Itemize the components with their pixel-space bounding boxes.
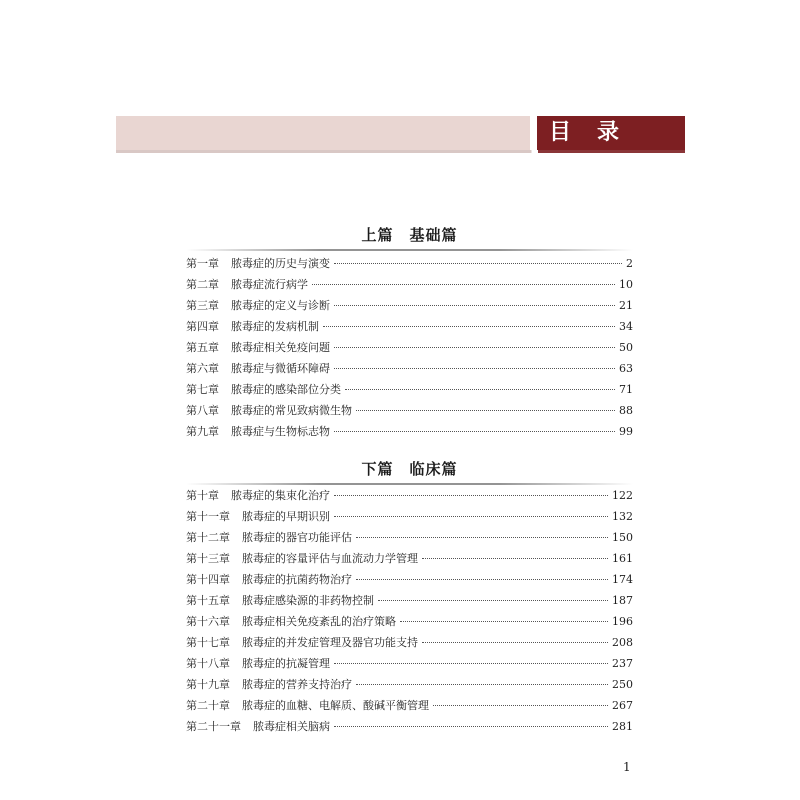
- toc-chapter-label: 第十八章: [186, 657, 230, 670]
- toc-entry[interactable]: [186, 423, 633, 444]
- toc-entry[interactable]: [186, 360, 633, 381]
- toc-chapter-label: 第二十章: [186, 699, 230, 712]
- title-underline: [116, 150, 685, 153]
- toc-page-number: 174: [612, 573, 633, 586]
- toc-dot-leader: [345, 389, 615, 390]
- toc-page-number: 208: [612, 636, 633, 649]
- toc-chapter-title: 脓毒症的早期识别: [242, 510, 330, 523]
- toc-entry[interactable]: [186, 402, 633, 423]
- toc-page-number: 250: [612, 678, 633, 691]
- toc-dot-leader: [312, 284, 615, 285]
- toc-dot-leader: [378, 600, 608, 601]
- toc-entry[interactable]: [186, 339, 633, 360]
- title-box: [537, 116, 685, 150]
- toc-dot-leader: [356, 579, 608, 580]
- toc-entry[interactable]: [186, 655, 633, 676]
- toc-entry[interactable]: [186, 718, 633, 739]
- toc-list-clinical: [186, 487, 633, 739]
- toc-chapter-title: 脓毒症流行病学: [231, 278, 308, 291]
- toc-entry[interactable]: [186, 276, 633, 297]
- toc-page-number: 63: [619, 362, 633, 375]
- toc-chapter-title: 脓毒症感染源的非药物控制: [242, 594, 374, 607]
- toc-chapter-title: 脓毒症相关免疫问题: [231, 341, 330, 354]
- toc-chapter-label: 第十一章: [186, 510, 230, 523]
- page-title: 目录: [549, 120, 646, 145]
- toc-page-number: 88: [619, 404, 633, 417]
- toc-chapter-title: 脓毒症的集束化治疗: [231, 489, 330, 502]
- section-title: 上篇 基础篇: [361, 226, 458, 244]
- toc-dot-leader: [334, 368, 615, 369]
- toc-chapter-title: 脓毒症相关免疫紊乱的治疗策略: [242, 615, 396, 628]
- toc-dot-leader: [334, 305, 615, 306]
- toc-dot-leader: [323, 326, 615, 327]
- section-divider: [186, 249, 633, 251]
- toc-page-number: 281: [612, 720, 633, 733]
- toc-chapter-label: 第六章: [186, 362, 219, 375]
- toc-list-basic: [186, 255, 633, 444]
- toc-entry[interactable]: [186, 676, 633, 697]
- toc-chapter-label: 第三章: [186, 299, 219, 312]
- toc-entry[interactable]: [186, 508, 633, 529]
- toc-chapter-title: 脓毒症的容量评估与血流动力学管理: [242, 552, 418, 565]
- toc-page-number: 71: [619, 383, 633, 396]
- toc-page-number: 150: [612, 531, 633, 544]
- toc-dot-leader: [433, 705, 608, 706]
- toc-entry[interactable]: [186, 487, 633, 508]
- toc-dot-leader: [356, 684, 608, 685]
- toc-dot-leader: [334, 431, 615, 432]
- toc-chapter-title: 脓毒症与微循环障碍: [231, 362, 330, 375]
- toc-page-number: 122: [612, 489, 633, 502]
- toc-dot-leader: [334, 663, 608, 664]
- toc-chapter-label: 第八章: [186, 404, 219, 417]
- section-title: 下篇 临床篇: [361, 460, 458, 478]
- toc-dot-leader: [400, 621, 608, 622]
- toc-chapter-title: 脓毒症的定义与诊断: [231, 299, 330, 312]
- toc-chapter-label: 第五章: [186, 341, 219, 354]
- toc-dot-leader: [356, 537, 608, 538]
- toc-chapter-title: 脓毒症与生物标志物: [231, 425, 330, 438]
- toc-chapter-label: 第十六章: [186, 615, 230, 628]
- toc-dot-leader: [356, 410, 615, 411]
- toc-entry[interactable]: [186, 529, 633, 550]
- toc-page-number: 10: [619, 278, 633, 291]
- toc-chapter-label: 第十章: [186, 489, 219, 502]
- toc-chapter-label: 第七章: [186, 383, 219, 396]
- title-gap: [530, 116, 537, 150]
- page-number: 1: [623, 760, 631, 774]
- toc-dot-leader: [422, 642, 608, 643]
- toc-chapter-label: 第十九章: [186, 678, 230, 691]
- toc-chapter-label: 第十七章: [186, 636, 230, 649]
- title-band: [116, 116, 530, 150]
- toc-page-number: 99: [619, 425, 633, 438]
- toc-entry[interactable]: [186, 613, 633, 634]
- toc-chapter-title: 脓毒症的历史与演变: [231, 257, 330, 270]
- toc-entry[interactable]: [186, 592, 633, 613]
- toc-dot-leader: [334, 726, 608, 727]
- toc-chapter-label: 第十二章: [186, 531, 230, 544]
- toc-page-number: 2: [626, 257, 633, 270]
- toc-dot-leader: [334, 516, 608, 517]
- toc-chapter-label: 第九章: [186, 425, 219, 438]
- toc-page-number: 237: [612, 657, 633, 670]
- toc-chapter-title: 脓毒症的血糖、电解质、酸碱平衡管理: [242, 699, 429, 712]
- toc-entry[interactable]: [186, 571, 633, 592]
- toc-entry[interactable]: [186, 634, 633, 655]
- toc-chapter-title: 脓毒症的并发症管理及器官功能支持: [242, 636, 418, 649]
- toc-page-number: 21: [619, 299, 633, 312]
- toc-chapter-title: 脓毒症相关脑病: [253, 720, 330, 733]
- toc-entry[interactable]: [186, 297, 633, 318]
- toc-entry[interactable]: [186, 318, 633, 339]
- toc-page-number: 50: [619, 341, 633, 354]
- toc-entry[interactable]: [186, 550, 633, 571]
- section-divider: [186, 483, 633, 485]
- toc-page-number: 161: [612, 552, 633, 565]
- toc-entry[interactable]: [186, 255, 633, 276]
- toc-page-number: 196: [612, 615, 633, 628]
- toc-dot-leader: [334, 347, 615, 348]
- toc-page-number: 267: [612, 699, 633, 712]
- section-header-basic: [186, 224, 633, 251]
- toc-chapter-title: 脓毒症的发病机制: [231, 320, 319, 333]
- toc-chapter-title: 脓毒症的器官功能评估: [242, 531, 352, 544]
- toc-chapter-label: 第二章: [186, 278, 219, 291]
- toc-chapter-title: 脓毒症的常见致病微生物: [231, 404, 352, 417]
- toc-page-number: 132: [612, 510, 633, 523]
- toc-chapter-label: 第十五章: [186, 594, 230, 607]
- toc-page-number: 34: [619, 320, 633, 333]
- toc-entry[interactable]: [186, 697, 633, 718]
- toc-chapter-label: 第十三章: [186, 552, 230, 565]
- toc-chapter-label: 第四章: [186, 320, 219, 333]
- toc-chapter-title: 脓毒症的营养支持治疗: [242, 678, 352, 691]
- toc-dot-leader: [334, 495, 608, 496]
- section-header-clinical: [186, 458, 633, 485]
- toc-entry[interactable]: [186, 381, 633, 402]
- toc-page-number: 187: [612, 594, 633, 607]
- toc-chapter-title: 脓毒症的感染部位分类: [231, 383, 341, 396]
- toc-dot-leader: [422, 558, 608, 559]
- toc-chapter-title: 脓毒症的抗菌药物治疗: [242, 573, 352, 586]
- toc-chapter-label: 第一章: [186, 257, 219, 270]
- toc-chapter-label: 第十四章: [186, 573, 230, 586]
- toc-chapter-label: 第二十一章: [186, 720, 241, 733]
- toc-dot-leader: [334, 263, 622, 264]
- toc-chapter-title: 脓毒症的抗凝管理: [242, 657, 330, 670]
